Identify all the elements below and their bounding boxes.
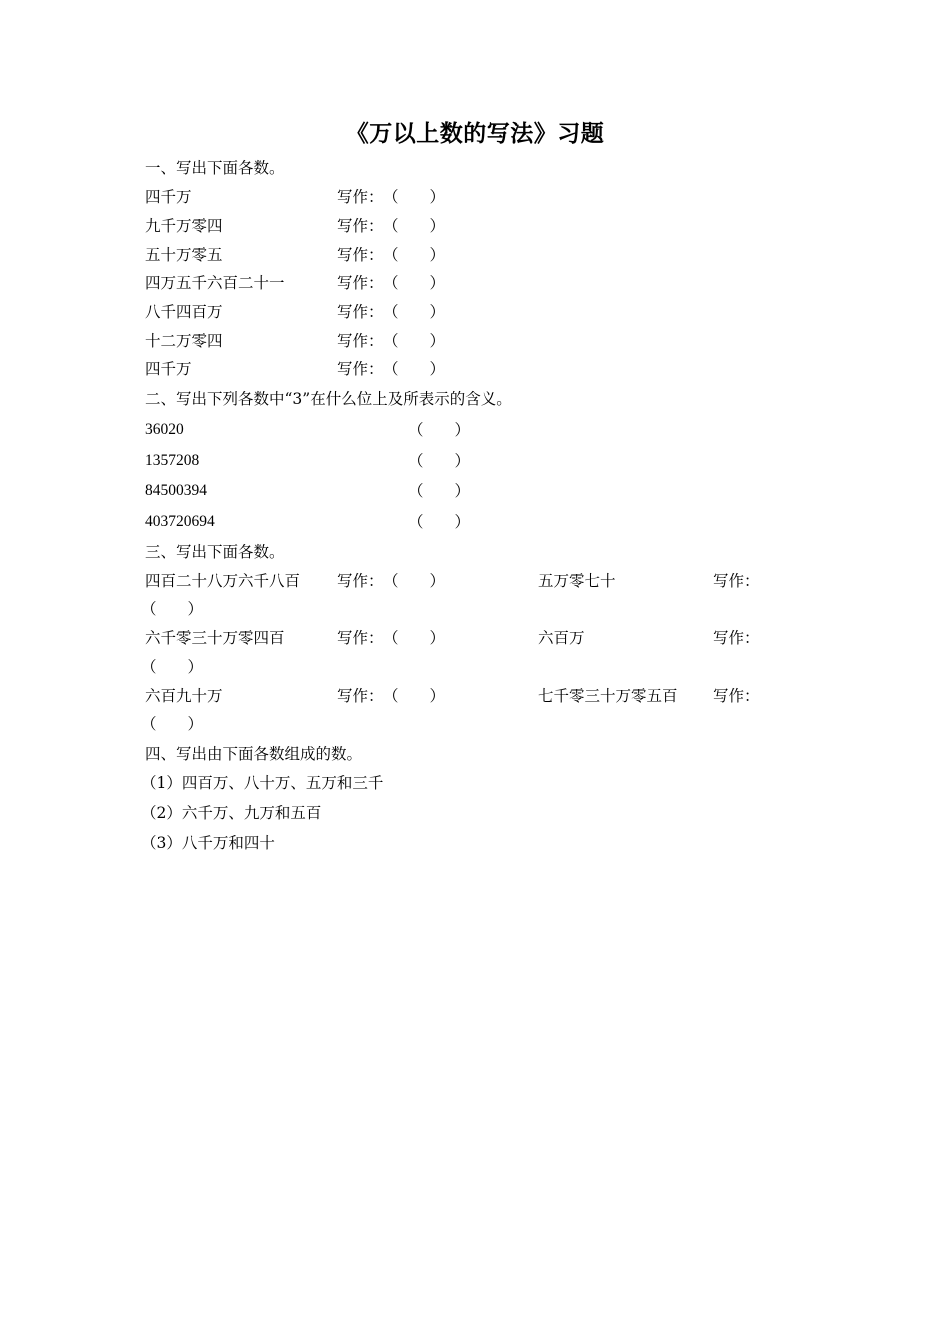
section2-number: 1357208 bbox=[145, 452, 200, 469]
section2-number: 36020 bbox=[145, 421, 184, 438]
answer-blank[interactable]: （ ） bbox=[383, 332, 446, 350]
answer-blank[interactable]: （ ） bbox=[408, 482, 471, 500]
answer-blank[interactable]: （ ） bbox=[383, 217, 446, 235]
answer-blank[interactable]: （ ） bbox=[383, 629, 446, 647]
section4-item: （2）六千万、九万和五百 bbox=[141, 804, 322, 822]
write-label: 写作： bbox=[337, 217, 384, 235]
section2-number: 403720694 bbox=[145, 513, 215, 530]
answer-blank[interactable]: （ ） bbox=[383, 687, 446, 705]
section4-item: （3）八千万和四十 bbox=[141, 834, 275, 852]
section2-number: 84500394 bbox=[145, 482, 207, 499]
section3-right-item: 六百万 bbox=[538, 629, 585, 647]
answer-blank[interactable]: （ ） bbox=[408, 452, 471, 470]
page-title: 《万以上数的写法》习题 bbox=[345, 121, 605, 147]
section1-item: 八千四百万 bbox=[145, 303, 223, 321]
section1-item: 十二万零四 bbox=[145, 332, 223, 350]
section3-left-item: 四百二十八万六千八百 bbox=[145, 572, 301, 590]
section1-item: 四千万 bbox=[145, 188, 192, 206]
write-label: 写作： bbox=[713, 572, 760, 590]
section3-left-item: 六百九十万 bbox=[145, 687, 223, 705]
write-label: 写作： bbox=[337, 246, 384, 264]
section4-heading: 四、写出由下面各数组成的数。 bbox=[145, 745, 363, 763]
section1-heading: 一、写出下面各数。 bbox=[145, 159, 285, 177]
answer-blank[interactable]: （ ） bbox=[408, 421, 471, 439]
write-label: 写作： bbox=[713, 629, 760, 647]
answer-blank[interactable]: （ ） bbox=[383, 246, 446, 264]
answer-blank[interactable]: （ ） bbox=[383, 360, 446, 378]
write-label: 写作： bbox=[337, 687, 384, 705]
write-label: 写作： bbox=[713, 687, 760, 705]
section3-left-item: 六千零三十万零四百 bbox=[145, 629, 285, 647]
write-label: 写作： bbox=[337, 274, 384, 292]
answer-blank[interactable]: （ ） bbox=[383, 303, 446, 321]
write-label: 写作： bbox=[337, 303, 384, 321]
section3-heading: 三、写出下面各数。 bbox=[145, 543, 285, 561]
section4-item: （1）四百万、八十万、五万和三千 bbox=[141, 774, 384, 792]
section1-item: 四万五千六百二十一 bbox=[145, 274, 285, 292]
answer-blank[interactable]: （ ） bbox=[141, 600, 204, 618]
section3-right-item: 七千零三十万零五百 bbox=[538, 687, 678, 705]
answer-blank[interactable]: （ ） bbox=[141, 658, 204, 676]
section2-heading: 二、写出下列各数中“3”在什么位上及所表示的含义。 bbox=[145, 390, 512, 408]
answer-blank[interactable]: （ ） bbox=[383, 188, 446, 206]
answer-blank[interactable]: （ ） bbox=[408, 513, 471, 531]
write-label: 写作： bbox=[337, 629, 384, 647]
answer-blank[interactable]: （ ） bbox=[383, 274, 446, 292]
answer-blank[interactable]: （ ） bbox=[383, 572, 446, 590]
write-label: 写作： bbox=[337, 572, 384, 590]
write-label: 写作： bbox=[337, 332, 384, 350]
write-label: 写作： bbox=[337, 188, 384, 206]
section1-item: 四千万 bbox=[145, 360, 192, 378]
section3-right-item: 五万零七十 bbox=[538, 572, 616, 590]
section1-item: 九千万零四 bbox=[145, 217, 223, 235]
section1-item: 五十万零五 bbox=[145, 246, 223, 264]
answer-blank[interactable]: （ ） bbox=[141, 715, 204, 733]
write-label: 写作： bbox=[337, 360, 384, 378]
